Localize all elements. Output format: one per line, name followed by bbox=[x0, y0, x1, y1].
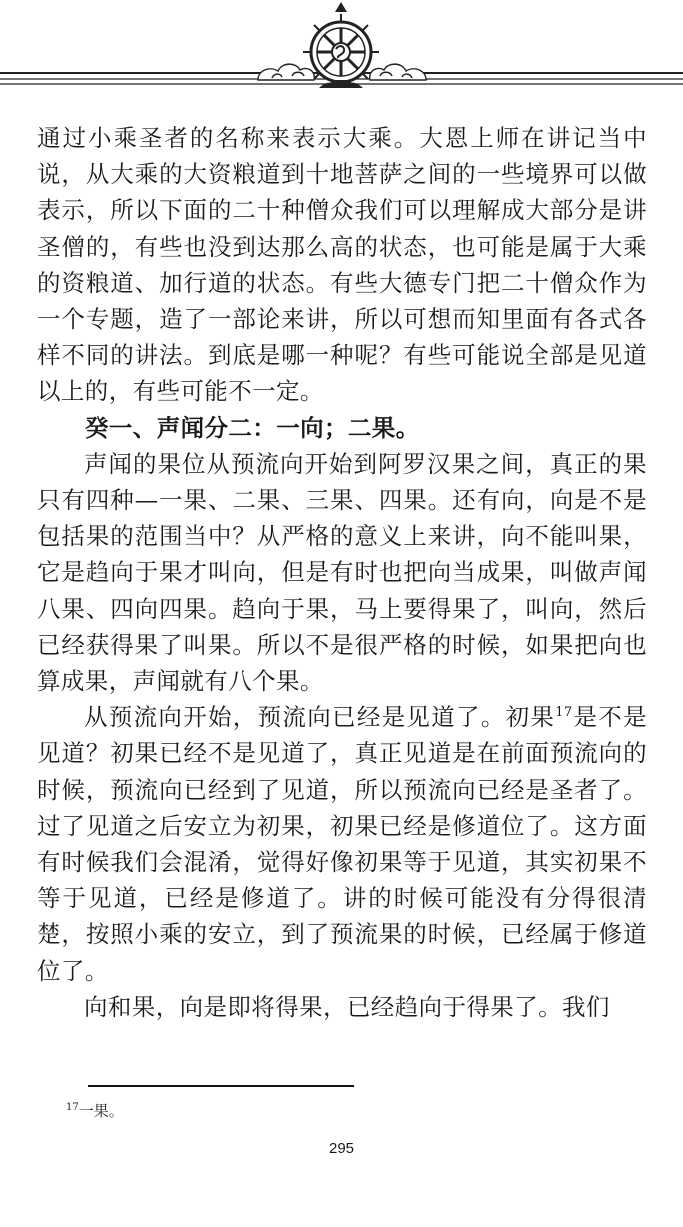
paragraph-3-before: 从预流向开始，预流向已经是见道了。初果 bbox=[84, 703, 556, 732]
body-text bbox=[37, 120, 647, 1025]
cloud-right-icon bbox=[370, 64, 426, 80]
cloud-left-icon bbox=[258, 64, 314, 80]
paragraph-3 bbox=[37, 699, 647, 989]
paragraph-3-after: 是不是见道？初果已经不是见道了，真正见道是在前面预流向的时候，预流向已经到了见道，所以预流向已经是圣者了。过了见道之后安立为初果，初果已经是修道位了。这方面有时候我们会混淆，觉得好像初果等于见道，其实初果不等于见道，已经是修道了。讲的时候可能没有分得很清楚，按照小乘的安立，到了预流果的时候，已经属于修道位了。 bbox=[37, 703, 647, 985]
paragraph-1: 通过小乘圣者的名称来表示大乘。大恩上师在讲记当中说，从大乘的大资粮道到十地菩萨之间的一些境界可以做表示，所以下面的二十种僧众我们可以理解成大部分是讲圣僧的，有些也没到达那么高的状态，也可能是属于大乘的资粮道、加行道的状态。有些大德专门把二十僧众作为一个专题，造了一部论来讲，所以可想而知里面有各式各样不同的讲法。到底是哪一种呢？有些可能说全部是见道以上的，有些可能不一定。 bbox=[37, 124, 647, 406]
footnote bbox=[66, 1100, 124, 1121]
page-header-ornament bbox=[0, 0, 683, 110]
paragraph-2: 声闻的果位从预流向开始到阿罗汉果之间，真正的果只有四种—一果、二果、三果、四果。还有向，向是不是包括果的范围当中？从严格的意义上来讲，向不能叫果，它是趋向于果才叫向，但是有时也把向当成果，叫做声闻八果、四向四果。趋向于果，马上要得果了，叫向，然后已经获得果了叫果。所以不是很严格的时候，如果把向也算成果，声闻就有八个果。 bbox=[37, 449, 647, 696]
footnote-number: 17 bbox=[66, 1102, 79, 1113]
paragraph-4: 向和果，向是即将得果，已经趋向于得果了。我们 bbox=[84, 992, 610, 1021]
footnote-divider bbox=[88, 1085, 354, 1087]
footnote-text: 一果。 bbox=[78, 1102, 124, 1120]
footnote-ref[interactable]: 17 bbox=[555, 705, 573, 721]
section-heading: 癸一、声闻分二：一向；二果。 bbox=[85, 413, 420, 442]
page-number: 295 bbox=[328, 1140, 355, 1157]
